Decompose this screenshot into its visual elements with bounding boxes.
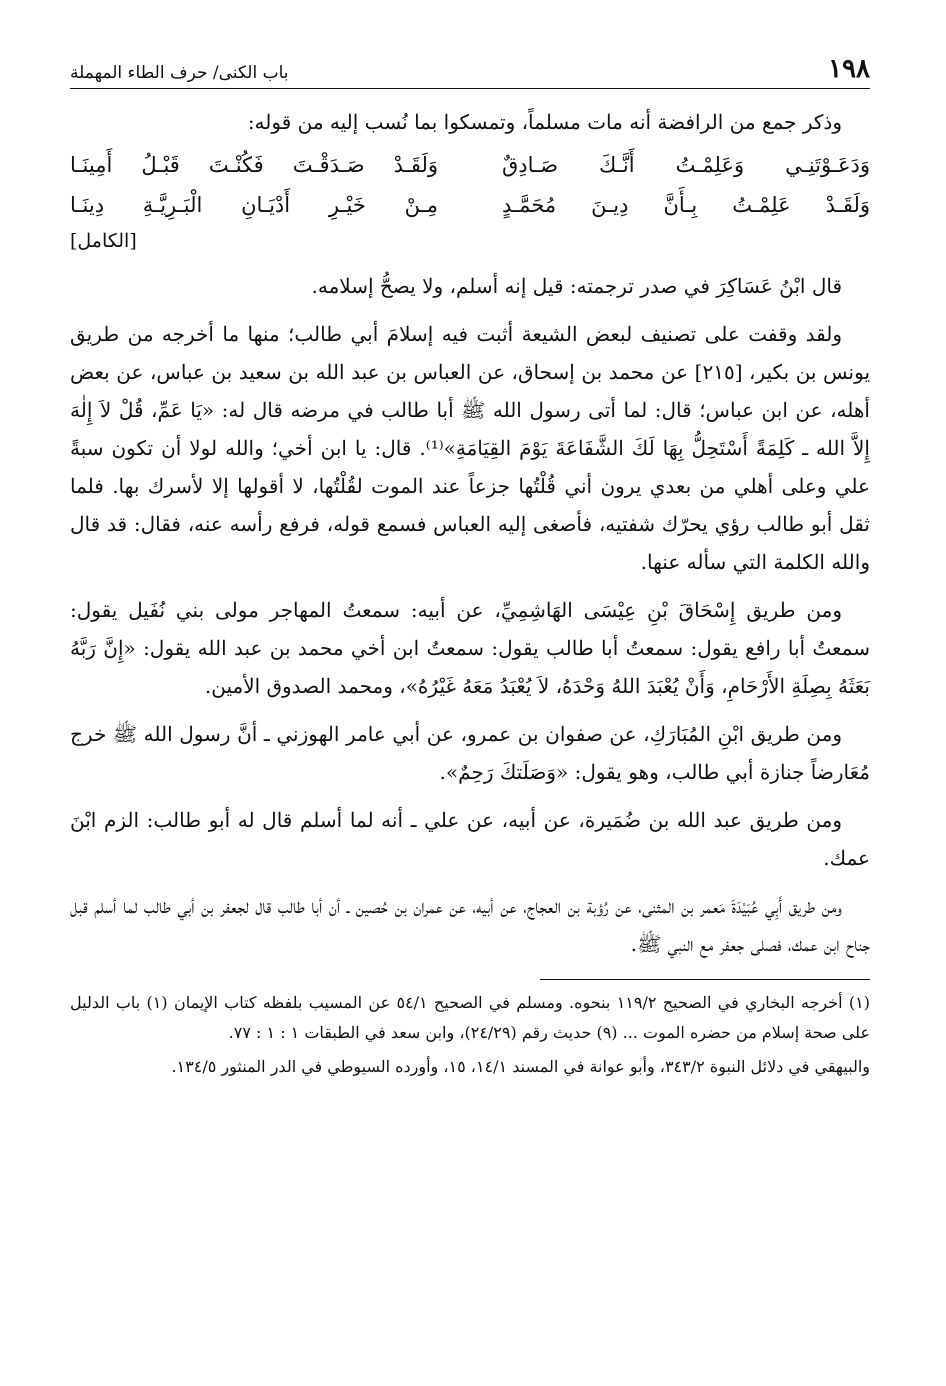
page-header [70, 50, 870, 89]
footnote: (١) أخرجه البخاري في الصحيح ١١٩/٢ بنحوه. ومسلم في الصحيح ٥٤/١ عن المسيب بلفظه كتاب الإيمان (١) باب الدليل على صحة إسلام من حضره الموت ... (٩) حديث رقم (٢٤/٢٩)، وابن سعد في الطبقات ١ : ١ : ٧٧. [70, 993, 870, 1042]
page-number: ١٩٨ [828, 54, 870, 84]
footnote: والبيهقي في دلائل النبوة ٣٤٣/٢، وأبو عوانة في المسند ١٤/١، ١٥، وأورده السيوطي في الدر المنثور ١٣٤/٥. [171, 1057, 870, 1076]
verse-second-hemistich: مِـنْ خَيْـرِ أَدْيَـانِ الْبَـرِيَّـةِ دِينَـا [70, 193, 438, 217]
verse-first-hemistich: وَدَعَـوْتَنِـي وَعَلِمْـتُ أَنَّـكَ صَـادِقٌ [502, 153, 870, 177]
running-title: باب الكنى/ حرف الطاء المهملة [70, 63, 289, 83]
poem-verse [70, 185, 870, 225]
verse-second-hemistich: وَلَقَـدْ صَـدَقْـتَ فَكُنْـتَ قَبْـلُ أَمِينَـا [70, 153, 438, 177]
paragraph: ومن طريق أَبِي عُبَيْدَةَ مَعمر بن المثنى، عن رُؤبة بن العجاج، عن أبيه، عن عمران بن حُصين ـ أن أبا طالب قال لجعفر بن أبي طالب لما أسلم قبل جناح ابن عمك، فصلى جعفر مع النبي ﷺ. [70, 894, 870, 956]
footnote-divider [540, 979, 870, 980]
footnotes [70, 988, 870, 1082]
poem-meter: [الكامل] [70, 230, 137, 252]
paragraph: ومن طريق عبد الله بن ضُمَيرة، عن أبيه، عن علي ـ أنه لما أسلم قال له أبو طالب: الزم ابْنَ عمك. [70, 808, 870, 870]
intro-paragraph: وذكر جمع من الرافضة أنه مات مسلماً، وتمسكوا بما نُسب إليه من قوله: [247, 110, 842, 134]
book-page [70, 50, 870, 1350]
poem-verse [70, 145, 870, 185]
paragraph: ولقد وقفت على تصنيف لبعض الشيعة أثبت فيه إسلامَ أبي طالب؛ منها ما أخرجه من طريق يونس بن بكير، [٢١٥] عن محمد بن إسحاق، عن العباس بن عبد الله بن سعيد بن عباس، عن بعض أهله، عن ابن عباس؛ قال: لما أتى رسول الله ﷺ أبا طالب في مرضه قال له: «يَا عَمِّ، قُلْ لاَ إِلٰهَ إِلاَّ الله ـ كَلِمَةً أَسْتَحِلُّ بِهَا لَكَ الشَّفَاعَةَ يَوْمَ القِيَامَةِ»⁽¹⁾. قال: يا ابن أخي؛ والله لولا أن تكون سبةً علي وعلى أهلي من بعدي يرون أني قُلْتُها جزعاً عند الموت لقُلْتُها، لا أقولها إلا لأسرك بها. فلما ثقل أبو طالب رؤي يحرّك شفتيه، فأصغى إليه العباس فسمع قوله، فرفع رأسه عنه، فقال: قد قال والله الكلمة التي سأله عنها. [70, 322, 871, 574]
paragraph: قال ابْنُ عَسَاكِرَ في صدر ترجمته: قيل إنه أسلم، ولا يصحُّ إسلامه. [311, 274, 842, 298]
paragraph: ومن طريق إِسْحَاقَ بْنِ عِيْسَى الهَاشِمِيِّ، عن أبيه: سمعتُ المهاجر مولى بني نُفَيل يقول: سمعتُ أبا رافع يقول: سمعتُ أبا طالب يقول: سمعتُ ابن أخي محمد بن عبد الله يقول: «إِنَّ رَبَّهُ بَعَثَهُ بِصِلَةِ الأَرْحَامِ، وَأَنْ يُعْبَدَ اللهُ وَحْدَهُ، لاَ يُعْبَدُ مَعَهُ غَيْرُهُ»، ومحمد الصدوق الأمين. [70, 598, 870, 698]
verse-first-hemistich: وَلَقَـدْ عَلِمْـتُ بِـأَنَّ دِيـنَ مُحَمَّـدٍ [502, 193, 870, 217]
main-text [70, 103, 870, 963]
poem [70, 145, 870, 257]
paragraph: ومن طريق ابْنِ المُبَارَكِ، عن صفوان بن عمرو، عن أبي عامر الهوزني ـ أنَّ رسول الله ﷺ خرج مُعَارضاً جنازة أبي طالب، وهو يقول: «وَصَلَتكَ رَحِمٌ». [70, 722, 870, 784]
